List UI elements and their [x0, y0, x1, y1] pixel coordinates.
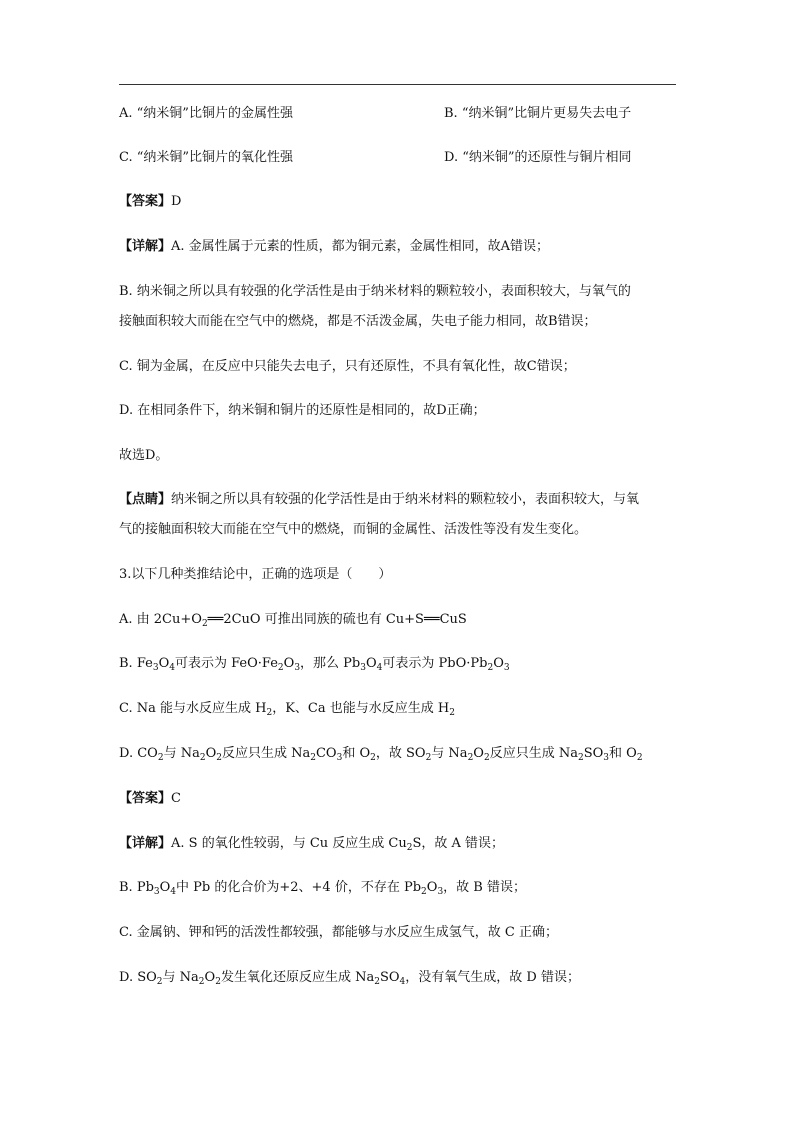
comment-1-l1 — [119, 492, 639, 508]
explain-3-d: D. $SO_2$与 $Na_2O_2$发生氧化还原反应生成 $Na_2SO_4$，没有氧气生成，故 D 错误； — [119, 970, 580, 987]
explain-1-a — [119, 239, 549, 255]
comment-text: 纳米铜之所以具有较强的化学活性是由于纳米材料的颗粒较小，表面积较大，与氧 — [171, 492, 640, 507]
explain-3-a: 【详解】A. S 的氧化性较弱，与 Cu 反应生成 $Cu_2S$，故 A 错误； — [119, 836, 505, 853]
explain-text: A. 金属性属于元素的性质，都为铜元素，金属性相同，故A错误； — [171, 239, 550, 254]
question-3-stem: 3.以下几种类推结论中，正确的选项是（ ） — [119, 567, 392, 582]
explain-tag: 【详解】 — [119, 239, 172, 254]
option-b: B. “纳米铜”比铜片更易失去电子 — [444, 106, 632, 121]
explain-3-c: C. 金属钠、钾和钙的活泼性都较强，都能够与水反应生成氢气，故 C 正确； — [119, 925, 558, 940]
q3-option-d: D. $CO_2$与 $Na_2O_2$反应只生成 $Na_2CO_3$和 $O_2$，故 $SO_2$与 $Na_2O_2$反应只生成 $Na_2SO_3$和 $O_2$ — [119, 746, 643, 763]
explain-1-b1: B. 纳米铜之所以具有较强的化学活性是由于纳米材料的颗粒较小，表面积较大，与氧气的 — [119, 284, 631, 299]
answer-value: C — [171, 791, 181, 806]
explain-1-d: D. 在相同条件下，纳米铜和铜片的还原性是相同的，故D正确； — [119, 403, 486, 418]
option-c: C. “纳米铜”比铜片的氧化性强 — [119, 150, 294, 165]
q3-option-b: B. $Fe_3O_4$可表示为 $FeO\cdot Fe_2O_3$，那么 $Pb_3O_4$可表示为 $PbO\cdot Pb_2O_3$ — [119, 656, 510, 673]
answer-3 — [119, 791, 181, 807]
option-d: D. “纳米铜”的还原性与铜片相同 — [444, 150, 632, 165]
explain-1-c: C. 铜为金属，在反应中只能失去电子，只有还原性，不具有氧化性，故C错误； — [119, 359, 576, 374]
answer-1 — [119, 194, 181, 210]
explain-tag: 【详解】 — [119, 836, 172, 851]
comment-tag: 【点睛】 — [119, 492, 172, 507]
q3-option-a: A. 由 $2Cu+O_2══2CuO$ 可推出同族的硫也有 Cu+S══CuS — [119, 612, 467, 629]
option-a: A. “纳米铜”比铜片的金属性强 — [119, 106, 293, 121]
conclusion-1: 故选D。 — [119, 448, 169, 463]
answer-tag: 【答案】 — [119, 791, 172, 806]
comment-1-l2: 气的接触面积较大而能在空气中的燃烧，而铜的金属性、活泼性等没有发生变化。 — [119, 522, 588, 537]
explain-1-b2: 接触面积较大而能在空气中的燃烧，都是不活泼金属，失电子能力相同，故B错误； — [119, 314, 597, 329]
q3-option-c: C. Na 能与水反应生成 $H_2$，K、Ca 也能与水反应生成 $H_2$ — [119, 701, 455, 718]
answer-value: D — [171, 194, 182, 209]
header-rule — [119, 84, 676, 85]
explain-3-b: B. $Pb_3O_4$中 Pb 的化合价为+2、+4 价，不存在 $Pb_2O_3$，故 B 错误； — [119, 880, 526, 897]
answer-tag: 【答案】 — [119, 194, 172, 209]
